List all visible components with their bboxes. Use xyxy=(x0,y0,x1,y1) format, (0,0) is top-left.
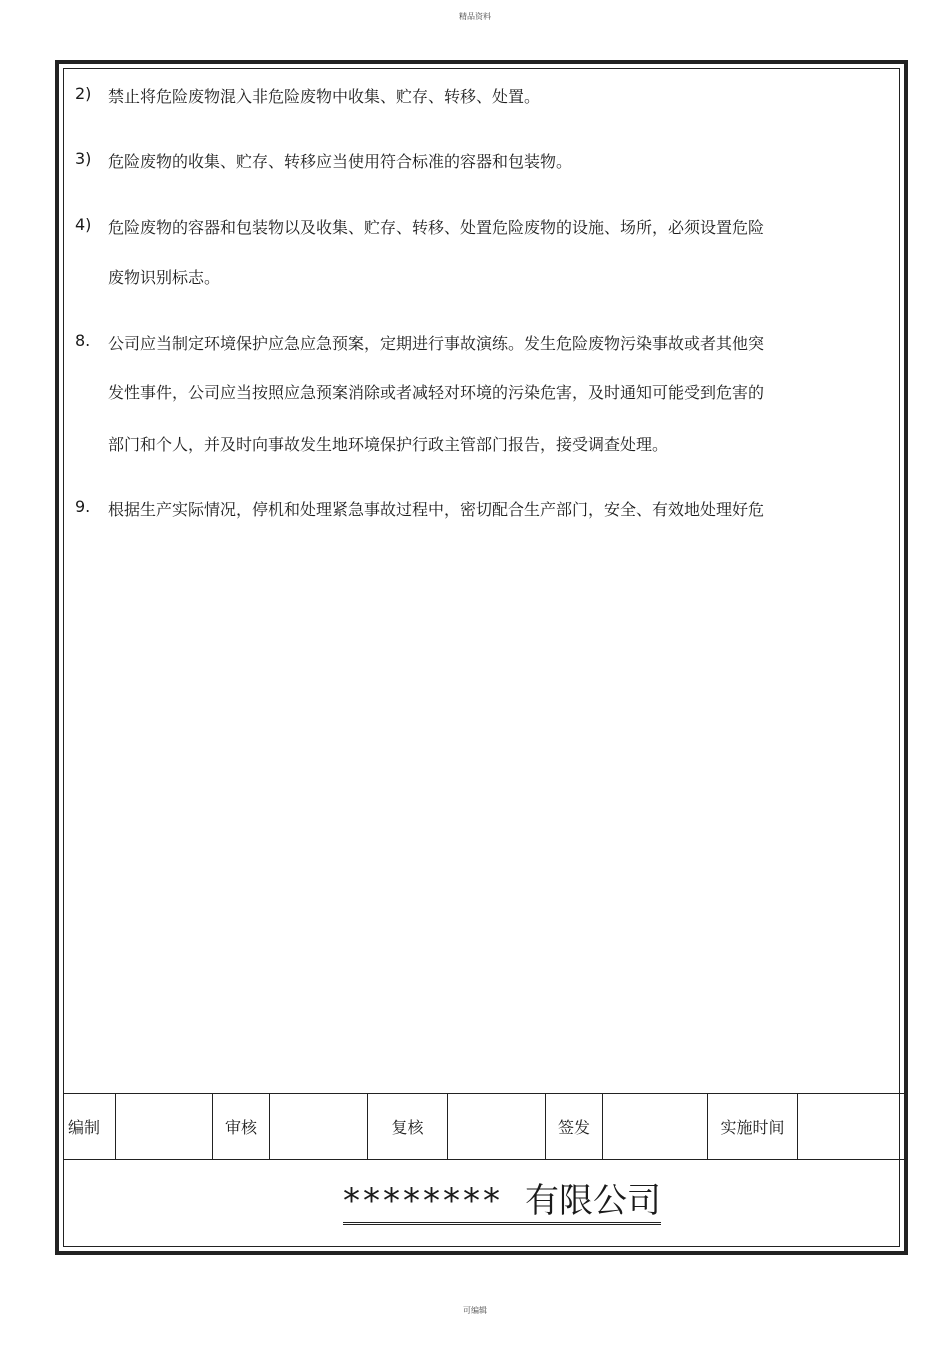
item-text: 部门和个人，并及时向事故发生地环境保护行政主管部门报告，接受调查处理。 xyxy=(108,435,669,454)
item-text: 禁止将危险废物混入非危险废物中收集、贮存、转移、处置。 xyxy=(108,87,541,106)
item-number: 3) xyxy=(75,149,92,168)
item-number: 9. xyxy=(75,497,91,516)
reviewed-field[interactable] xyxy=(270,1094,368,1160)
header-note: 精品资料 xyxy=(459,12,491,21)
effective-date-label: 实施时间 xyxy=(708,1094,798,1160)
rechecked-label: 复核 xyxy=(368,1094,448,1160)
company-stars: ******** xyxy=(343,1181,503,1221)
item-text: 危险废物的容器和包装物以及收集、贮存、转移、处置危险废物的设施、场所，必须设置危险 xyxy=(108,218,765,237)
item-text: 公司应当制定环境保护应急应急预案，定期进行事故演练。发生危险废物污染事故或者其他突 xyxy=(108,334,765,353)
item-text: 危险废物的收集、贮存、转移应当使用符合标准的容器和包装物。 xyxy=(108,152,573,171)
inner-border xyxy=(63,68,900,1247)
item-text: 废物识别标志。 xyxy=(108,268,221,287)
issued-label: 签发 xyxy=(546,1094,603,1160)
rechecked-field[interactable] xyxy=(448,1094,546,1160)
item-number: 2) xyxy=(75,84,92,103)
reviewed-label: 审核 xyxy=(213,1094,270,1160)
signature-table xyxy=(63,1093,906,1160)
item-text: 发性事件，公司应当按照应急预案消除或者减轻对环境的污染危害，及时通知可能受到危害的 xyxy=(108,383,765,402)
company-suffix: 有限公司 xyxy=(525,1181,661,1221)
footer-note: 可编辑 xyxy=(463,1306,487,1315)
compiled-field[interactable] xyxy=(116,1094,213,1160)
item-text: 根据生产实际情况，停机和处理紧急事故过程中，密切配合生产部门，安全、有效地处理好危 xyxy=(108,500,765,519)
item-number: 8. xyxy=(75,331,91,350)
compiled-label: 编制 xyxy=(64,1094,116,1160)
company-name xyxy=(343,1182,661,1225)
document-frame xyxy=(55,60,908,1255)
effective-date-field[interactable] xyxy=(798,1094,906,1160)
issued-field[interactable] xyxy=(603,1094,708,1160)
item-number: 4) xyxy=(75,215,92,234)
